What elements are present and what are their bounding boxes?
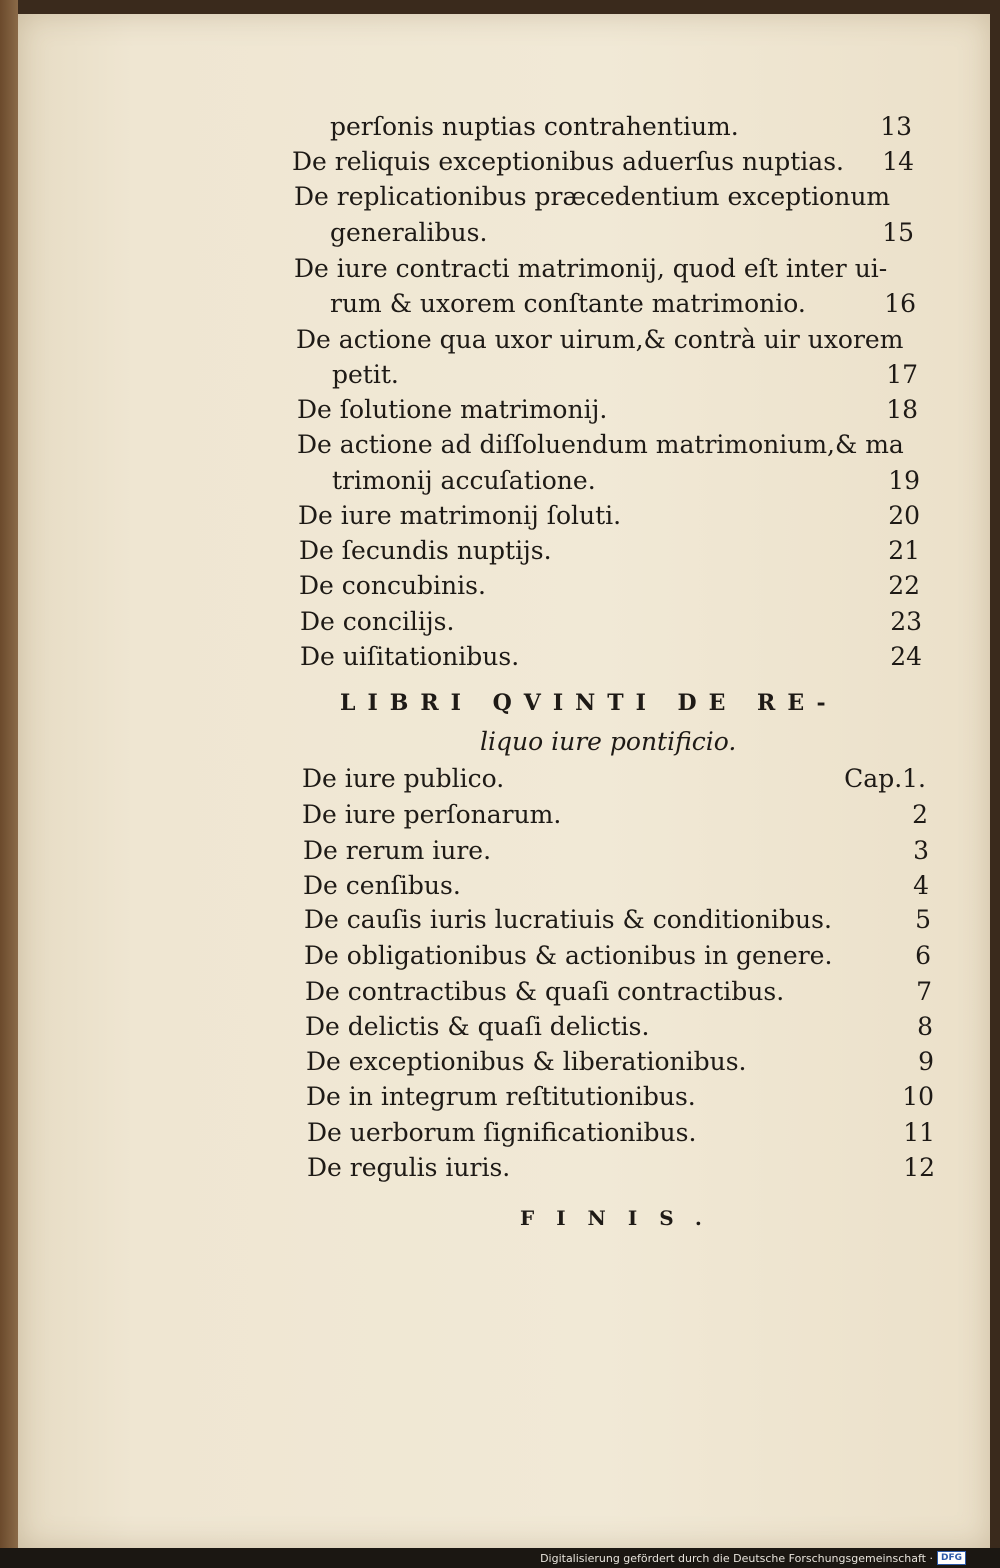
toc-entry-number: 9 bbox=[918, 1047, 934, 1076]
toc-entry-number: 8 bbox=[917, 1012, 933, 1041]
funding-credit-text: Digitalisierung gefördert durch die Deutsche Forschungsgemeinschaft · bbox=[540, 1551, 933, 1565]
toc-entry-title: De replicationibus præcedentium exceptionum bbox=[294, 182, 891, 211]
toc-entry-title: De actione qua uxor uirum,& contrà uir uxorem bbox=[296, 325, 904, 354]
toc-entry bbox=[299, 536, 920, 570]
toc-entry-title: De delictis & quaſi delictis. bbox=[305, 1012, 650, 1041]
toc-entry bbox=[294, 182, 914, 216]
toc-entry-number: 17 bbox=[886, 360, 918, 389]
toc-entry-title: De concubinis. bbox=[299, 571, 486, 600]
toc-entry bbox=[297, 395, 918, 429]
toc-entry bbox=[303, 871, 929, 905]
toc-entry-title: De obligationibus & actionibus in genere. bbox=[304, 941, 833, 970]
toc-entry-number: 5 bbox=[915, 905, 931, 934]
toc-entry bbox=[297, 430, 918, 464]
toc-entry-number: 12 bbox=[903, 1153, 935, 1182]
toc-entry-number: 21 bbox=[888, 536, 920, 565]
toc-entry bbox=[330, 289, 916, 323]
toc-entry bbox=[300, 607, 922, 641]
toc-entry-title: perſonis nuptias contrahentium. bbox=[330, 112, 739, 141]
toc-entry bbox=[307, 1153, 935, 1187]
toc-entry-number: 15 bbox=[882, 218, 914, 247]
toc-entry bbox=[299, 571, 920, 605]
toc-entry bbox=[303, 836, 929, 870]
toc-entry-title: De concilijs. bbox=[300, 607, 455, 636]
book-spine bbox=[0, 0, 18, 1568]
toc-entry-number: 14 bbox=[882, 147, 914, 176]
toc-entry bbox=[330, 112, 912, 146]
toc-entry-title: trimonij accuſatione. bbox=[332, 466, 596, 495]
toc-entry bbox=[300, 642, 922, 676]
toc-entry bbox=[296, 325, 916, 359]
toc-entry-number: Cap.1. bbox=[844, 764, 926, 793]
toc-entry bbox=[306, 1082, 934, 1116]
toc-entry-title: rum & uxorem conſtante matrimonio. bbox=[330, 289, 806, 318]
finis-text: FINIS. bbox=[520, 1206, 724, 1230]
toc-entry-number: 23 bbox=[890, 607, 922, 636]
toc-entry-number: 24 bbox=[890, 642, 922, 671]
toc-entry-number: 13 bbox=[880, 112, 912, 141]
toc-entry-title: De iure perſonarum. bbox=[302, 800, 562, 829]
toc-entry-number: 20 bbox=[888, 501, 920, 530]
toc-entry bbox=[292, 147, 914, 181]
toc-entry-number: 7 bbox=[916, 977, 932, 1006]
section-subheading: liquo iure pontificio. bbox=[480, 727, 737, 756]
toc-entry-number: 2 bbox=[912, 800, 928, 829]
toc-entry bbox=[302, 764, 926, 798]
dfg-logo-icon: DFG bbox=[937, 1551, 966, 1565]
toc-entry-title: De cenſibus. bbox=[303, 871, 461, 900]
toc-entry-number: 16 bbox=[884, 289, 916, 318]
toc-entry bbox=[330, 218, 914, 252]
toc-entry bbox=[305, 1012, 933, 1046]
toc-entry-title: De uiſitationibus. bbox=[300, 642, 520, 671]
toc-entry-title: De ſolutione matrimonij. bbox=[297, 395, 608, 424]
toc-entry-title: De actione ad diſſoluendum matrimonium,& ma bbox=[297, 430, 904, 459]
toc-entry bbox=[304, 905, 931, 939]
toc-entry-number: 11 bbox=[903, 1118, 935, 1147]
toc-entry-title: De iure matrimonij ſoluti. bbox=[298, 501, 622, 530]
toc-entry-number: 10 bbox=[902, 1082, 934, 1111]
toc-entry-number: 6 bbox=[915, 941, 931, 970]
toc-entry-number: 3 bbox=[913, 836, 929, 865]
toc-entry-title: De exceptionibus & liberationibus. bbox=[306, 1047, 747, 1076]
toc-entry bbox=[332, 466, 920, 500]
toc-entry bbox=[305, 977, 932, 1011]
toc-entry-number: 22 bbox=[888, 571, 920, 600]
toc-entry-title: De regulis iuris. bbox=[307, 1153, 511, 1182]
toc-entry-title: De uerborum ſignificationibus. bbox=[307, 1118, 697, 1147]
toc-entry-number: 19 bbox=[888, 466, 920, 495]
toc-entry bbox=[306, 1047, 934, 1081]
section-heading: LIBRI QVINTI DE RE- bbox=[340, 690, 838, 716]
toc-entry-title: De reliquis exceptionibus aduerſus nuptias. bbox=[292, 147, 844, 176]
funding-credit bbox=[540, 1550, 966, 1566]
toc-entry bbox=[298, 501, 920, 535]
toc-entry-title: De iure publico. bbox=[302, 764, 505, 793]
toc-entry bbox=[302, 800, 928, 834]
toc-entry-title: De iure contracti matrimonij, quod eſt inter ui- bbox=[294, 254, 888, 283]
toc-entry-title: petit. bbox=[332, 360, 399, 389]
toc-entry bbox=[332, 360, 918, 394]
toc-entry-title: De in integrum reſtitutionibus. bbox=[306, 1082, 696, 1111]
toc-entry bbox=[294, 254, 914, 288]
toc-entry-number: 4 bbox=[913, 871, 929, 900]
toc-entry-title: De ſecundis nuptijs. bbox=[299, 536, 552, 565]
toc-entry-title: De rerum iure. bbox=[303, 836, 492, 865]
toc-entry-number: 18 bbox=[886, 395, 918, 424]
toc-entry-title: De contractibus & quaſi contractibus. bbox=[305, 977, 785, 1006]
toc-entry-title: De cauſis iuris lucratiuis & conditionibus. bbox=[304, 905, 832, 934]
toc-entry bbox=[304, 941, 931, 975]
toc-entry-title: generalibus. bbox=[330, 218, 488, 247]
toc-entry bbox=[307, 1118, 935, 1152]
